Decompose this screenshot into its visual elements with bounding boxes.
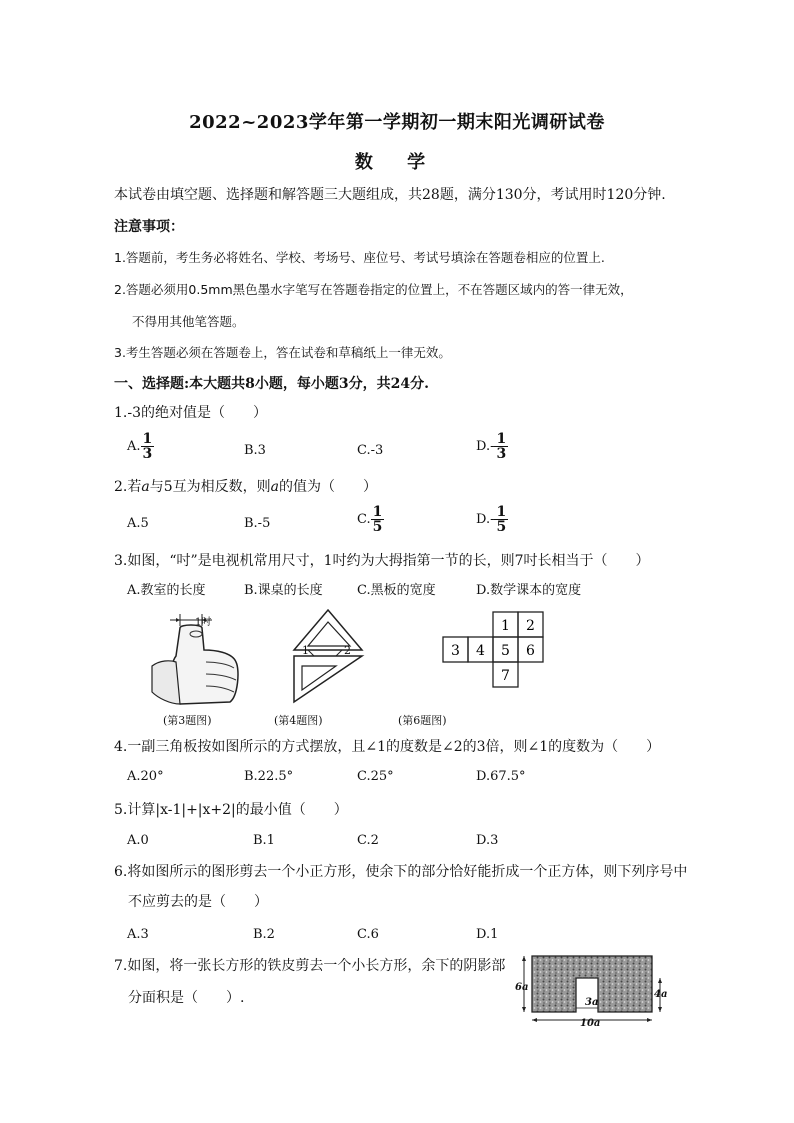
q1-option-c: C.-3 [357,443,384,458]
q5-option-c: C.2 [357,833,379,848]
q6-option-b: B.2 [253,927,275,942]
net-cell-3: 3 [451,643,460,659]
q6-option-c: C.6 [357,927,379,942]
q7-stem-line1: 7.如图，将一张长方形的铁皮剪去一个小长方形，余下的阴影部 [114,958,506,974]
q1-d-fraction [494,432,508,461]
note-1: 1.答题前，考生务必将姓名、学校、考场号、座位号、考试号填涂在答题卷相应的位置上. [114,250,605,265]
cube-net-figure [440,610,550,690]
fig6-caption: (第6题图) [398,714,447,727]
q2-c-fraction [371,505,385,534]
q2-stem [114,478,377,496]
q1-d-num: 1 [496,431,507,447]
net-cell-2: 2 [526,618,535,634]
q1-d-den: 3 [496,446,507,462]
q6-option-a: A.3 [127,927,149,942]
fig7-label-10a: 10a [580,1018,601,1029]
q3-option-a: A.教室的长度 [127,583,206,598]
q1-option-d [476,432,508,461]
q3-option-d: D.数学课本的宽度 [476,583,582,598]
net-cell-4: 4 [476,643,485,659]
note-3: 3.考生答题必须在答题卷上，答在试卷和草稿纸上一律无效。 [114,345,451,360]
q2-d-num: 1 [496,504,507,520]
q4-option-c: C.25° [357,769,394,784]
q1-a-fraction [141,432,155,461]
q4-option-d: D.67.5° [476,769,526,784]
q1-stem: 1.-3的绝对值是（ ） [114,405,267,421]
fig7-label-3a: 3a [585,997,599,1008]
q6-option-d: D.1 [476,927,499,942]
q2-c-den: 5 [372,519,383,535]
q1-a-den: 3 [142,446,153,462]
q2-option-a: A.5 [127,516,149,531]
q2-d-den: 5 [496,519,507,535]
q4-option-a: A.20° [127,769,164,784]
q2-stem-mid: 与5互为相反数，则 [149,479,271,495]
fig4-angle-2: 2 [344,644,351,657]
net-cell-1: 1 [501,618,510,634]
q1-option-b: B.3 [244,443,266,458]
exam-subject: 数 学 [354,152,440,173]
fig3-inch-label: 1吋 [195,617,212,628]
q7-stem-line2: 分面积是（ ）. [128,990,245,1006]
q1-a-prefix: A. [127,439,141,454]
q2-stem-post: 的值为（ ） [279,479,377,495]
q5-option-a: A.0 [127,833,149,848]
q2-var-2: a [270,479,279,495]
exam-title: 2022~2023学年第一学期初一期末阳光调研试卷 [189,112,605,133]
q2-option-c [357,505,384,534]
q1-d-prefix: D.- [476,439,495,454]
q2-d-prefix: D.- [476,512,495,527]
note-2-cont: 不得用其他笔答题。 [132,314,245,329]
q2-var: a [141,479,150,495]
q4-stem: 4.一副三角板按如图所示的方式摆放，且∠1的度数是∠2的3倍，则∠1的度数为（ ） [114,739,661,755]
q2-option-b: B.-5 [244,516,271,531]
q2-c-prefix: C. [357,512,371,527]
note-2: 2.答题必须用0.5mm黑色墨水字笔写在答题卷指定的位置上，不在答题区域内的答一律无效， [114,282,633,297]
set-squares-figure [290,606,370,710]
q3-option-b: B.课桌的长度 [244,583,323,598]
q2-d-fraction [494,505,508,534]
fig4-angle-1: 1 [302,644,309,657]
fig3-caption: (第3题图) [163,714,212,727]
q6-stem-line1: 6.将如图所示的图形剪去一个小正方形，使余下的部分恰好能折成一个正方体，则下列序号中 [114,864,688,880]
fig7-label-6a: 6a [515,982,529,993]
exam-intro: 本试卷由填空题、选择题和解答题三大题组成，共28题，满分130分，考试用时120分钟. [114,187,666,203]
net-cell-6: 6 [526,643,535,659]
net-cell-5: 5 [501,643,510,659]
q1-a-num: 1 [142,431,153,447]
q3-stem: 3.如图，“吋”是电视机常用尺寸，1吋约为大拇指第一节的长，则7吋长相当于（ ） [114,553,650,569]
notes-heading: 注意事项： [114,219,184,235]
q1-option-a [127,432,154,461]
section-heading: 一、选择题:本大题共8小题，每小题3分，共24分. [114,376,430,392]
fig4-caption: (第4题图) [274,714,323,727]
q5-option-b: B.1 [253,833,275,848]
q2-c-num: 1 [372,504,383,520]
q4-option-b: B.22.5° [244,769,294,784]
q5-option-d: D.3 [476,833,499,848]
q5-stem: 5.计算|x-1|+|x+2|的最小值（ ） [114,802,348,818]
q2-stem-pre: 2.若 [114,479,142,495]
fig7-label-4a: 4a [654,989,668,1000]
q3-option-c: C.黑板的宽度 [357,583,436,598]
q6-stem-line2: 不应剪去的是（ ） [128,894,268,910]
net-cell-7: 7 [501,668,510,684]
q2-option-d [476,505,508,534]
